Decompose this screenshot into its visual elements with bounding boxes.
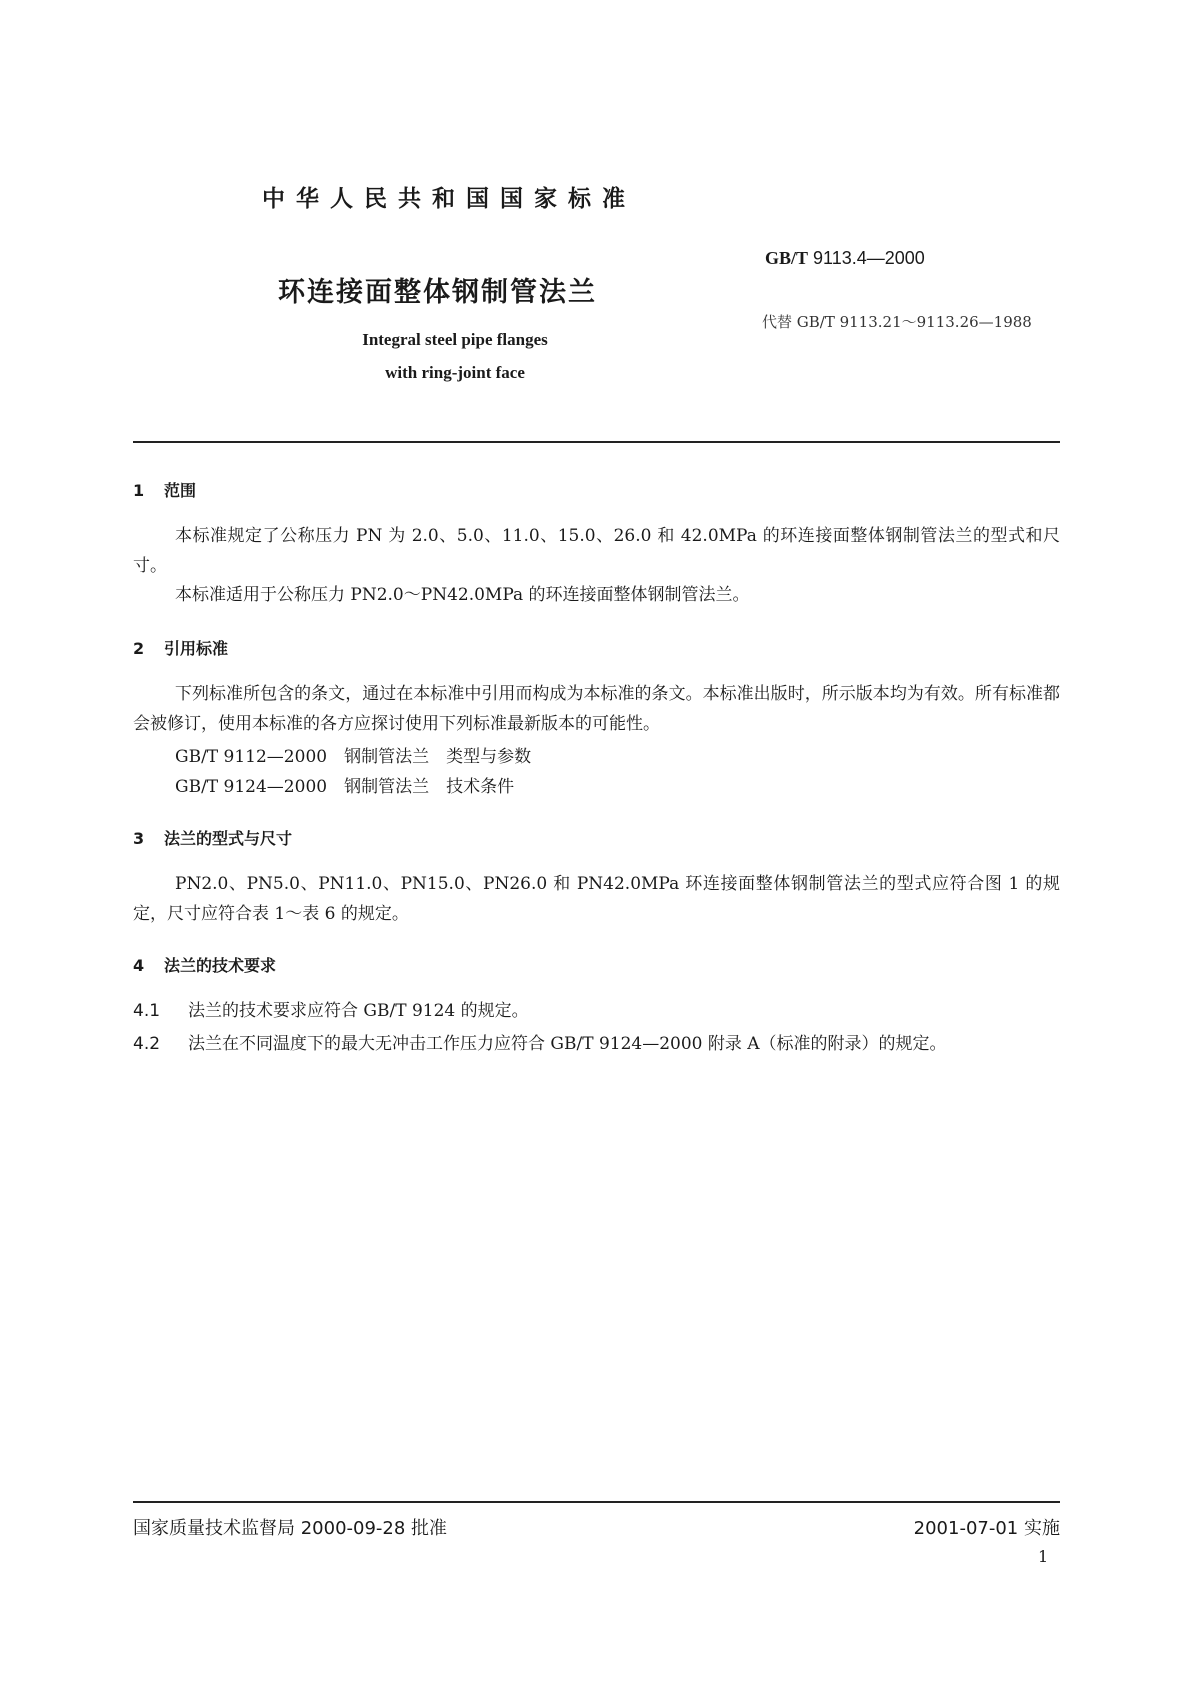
reference-code: GB/T 9124—2000: [175, 777, 328, 797]
reference-code: GB/T 9112—2000: [175, 747, 328, 767]
clause-text: 法兰的技术要求应符合 GB/T 9124 的规定。: [188, 1001, 529, 1021]
section-3-paragraph-1: PN2.0、PN5.0、PN11.0、PN15.0、PN26.0 和 PN42.0MPa 环连接面整体钢制管法兰的型式应符合图 1 的规定，尺寸应符合表 1～表 6 的规定。: [133, 874, 1060, 924]
clause-number: 4.2: [133, 1034, 161, 1054]
section-title: 法兰的型式与尺寸: [164, 829, 293, 848]
reference-name: 钢制管法兰: [344, 777, 430, 797]
section-2-heading: [133, 636, 228, 659]
section-number: 1: [133, 481, 145, 500]
reference-item: [175, 742, 531, 767]
national-standard-label: 中华人民共和国国家标准: [262, 186, 636, 212]
page-number: 1: [1038, 1547, 1049, 1566]
approval-note: 国家质量技术监督局 2000-09-28 批准: [133, 1518, 448, 1539]
footer-divider: [133, 1501, 1060, 1503]
implementation-note: 2001-07-01 实施: [913, 1518, 1060, 1539]
clause-number: 4.1: [133, 1001, 161, 1021]
title-english-line2: with ring-joint face: [385, 363, 525, 382]
standard-number-prefix: GB/T: [765, 248, 809, 268]
section-title: 引用标准: [164, 639, 229, 658]
clause-text: 法兰在不同温度下的最大无冲击工作压力应符合 GB/T 9124—2000 附录 A（标准的附录）的规定。: [188, 1034, 947, 1054]
section-number: 4: [133, 956, 145, 975]
reference-subject: 技术条件: [446, 777, 515, 797]
header-divider: [133, 441, 1060, 443]
standard-number: [765, 248, 925, 269]
section-1-paragraph-2: 本标准适用于公称压力 PN2.0～PN42.0MPa 的环连接面整体钢制管法兰。: [175, 585, 750, 605]
section-2-paragraph-1: 下列标准所包含的条文，通过在本标准中引用而构成为本标准的条文。本标准出版时，所示版本均为有效。所有标准都会被修订，使用本标准的各方应探讨使用下列标准最新版本的可能性。: [133, 684, 1060, 734]
section-3-heading: [133, 826, 292, 849]
reference-name: 钢制管法兰: [344, 747, 430, 767]
section-number: 3: [133, 829, 145, 848]
title-chinese: 环连接面整体钢制管法兰: [278, 277, 597, 308]
section-4-heading: [133, 953, 276, 976]
clause-4-1: [133, 996, 1060, 1026]
section-number: 2: [133, 639, 145, 658]
reference-item: [175, 772, 514, 797]
section-1-heading: [133, 478, 196, 501]
standard-number-value: 9113.4—2000: [813, 248, 925, 268]
reference-subject: 类型与参数: [446, 747, 532, 767]
section-title: 法兰的技术要求: [164, 956, 277, 975]
replaces-note: 代替 GB/T 9113.21～9113.26—1988: [762, 313, 1032, 331]
section-title: 范围: [164, 481, 197, 500]
title-english-line1: Integral steel pipe flanges: [362, 330, 548, 349]
clause-4-2: [133, 1029, 1060, 1059]
section-1-paragraph-1: 本标准规定了公称压力 PN 为 2.0、5.0、11.0、15.0、26.0 和 42.0MPa 的环连接面整体钢制管法兰的型式和尺寸。: [133, 526, 1060, 576]
